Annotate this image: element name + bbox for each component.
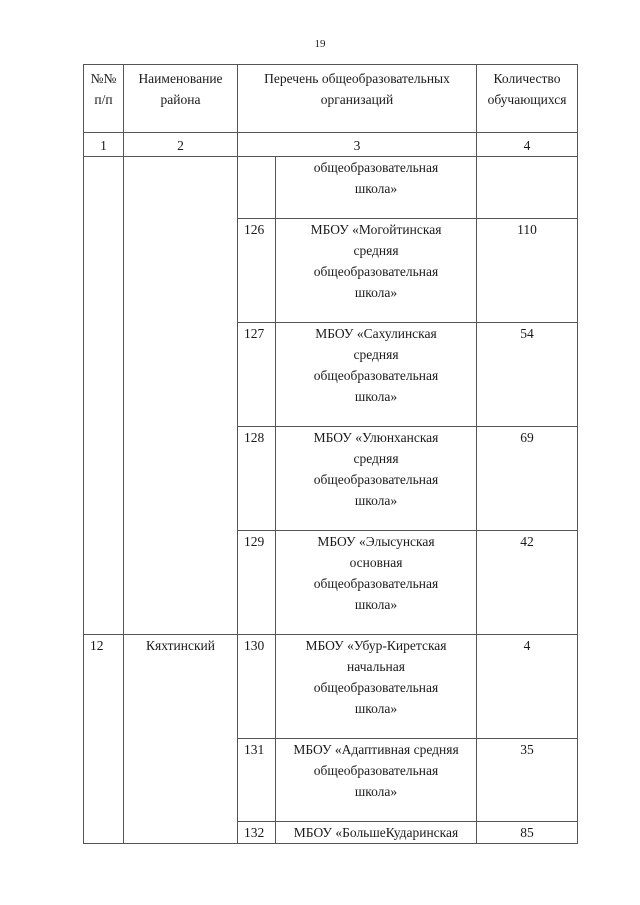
school-name: МБОУ «Убур-Киретская начальная общеобразовательная школа» [276,635,477,739]
school-name: МБОУ «Могойтинская средняя общеобразовательная школа» [276,219,477,323]
school-number [238,157,276,219]
student-count: 35 [477,739,578,822]
header-number: №№ п/п [84,65,124,133]
column-number: 2 [124,133,238,157]
column-number-row [84,133,578,157]
student-count: 4 [477,635,578,739]
student-count: 110 [477,219,578,323]
header-students: Количество обучающихся [477,65,578,133]
student-count: 42 [477,531,578,635]
school-name: МБОУ «Сахулинская средняя общеобразовательная школа» [276,323,477,427]
school-number: 129 [238,531,276,635]
school-number: 126 [238,219,276,323]
student-count: 54 [477,323,578,427]
school-number: 130 [238,635,276,739]
page-number: 19 [314,38,326,50]
row-number-cell: 12 [84,635,124,844]
school-number: 131 [238,739,276,822]
school-number: 128 [238,427,276,531]
header-organizations: Перечень общеобразовательных организаций [238,65,477,133]
school-name: МБОУ «БольшеКударинская [276,822,477,844]
column-number: 4 [477,133,578,157]
student-count: 85 [477,822,578,844]
table-row [84,157,578,219]
school-number: 132 [238,822,276,844]
column-number: 1 [84,133,124,157]
district-cell: Кяхтинский [124,635,238,844]
school-name: МБОУ «Улюнханская средняя общеобразовательная школа» [276,427,477,531]
table-row [84,635,578,739]
table-header-row [84,65,578,133]
row-number-cell [84,157,124,635]
school-name: МБОУ «Адаптивная средняя общеобразовательная школа» [276,739,477,822]
column-number: 3 [238,133,477,157]
schools-table [83,64,578,844]
student-count [477,157,578,219]
school-number: 127 [238,323,276,427]
district-cell [124,157,238,635]
school-name: общеобразовательная школа» [276,157,477,219]
student-count: 69 [477,427,578,531]
header-district: Наименование района [124,65,238,133]
school-name: МБОУ «Элысунская основная общеобразовательная школа» [276,531,477,635]
